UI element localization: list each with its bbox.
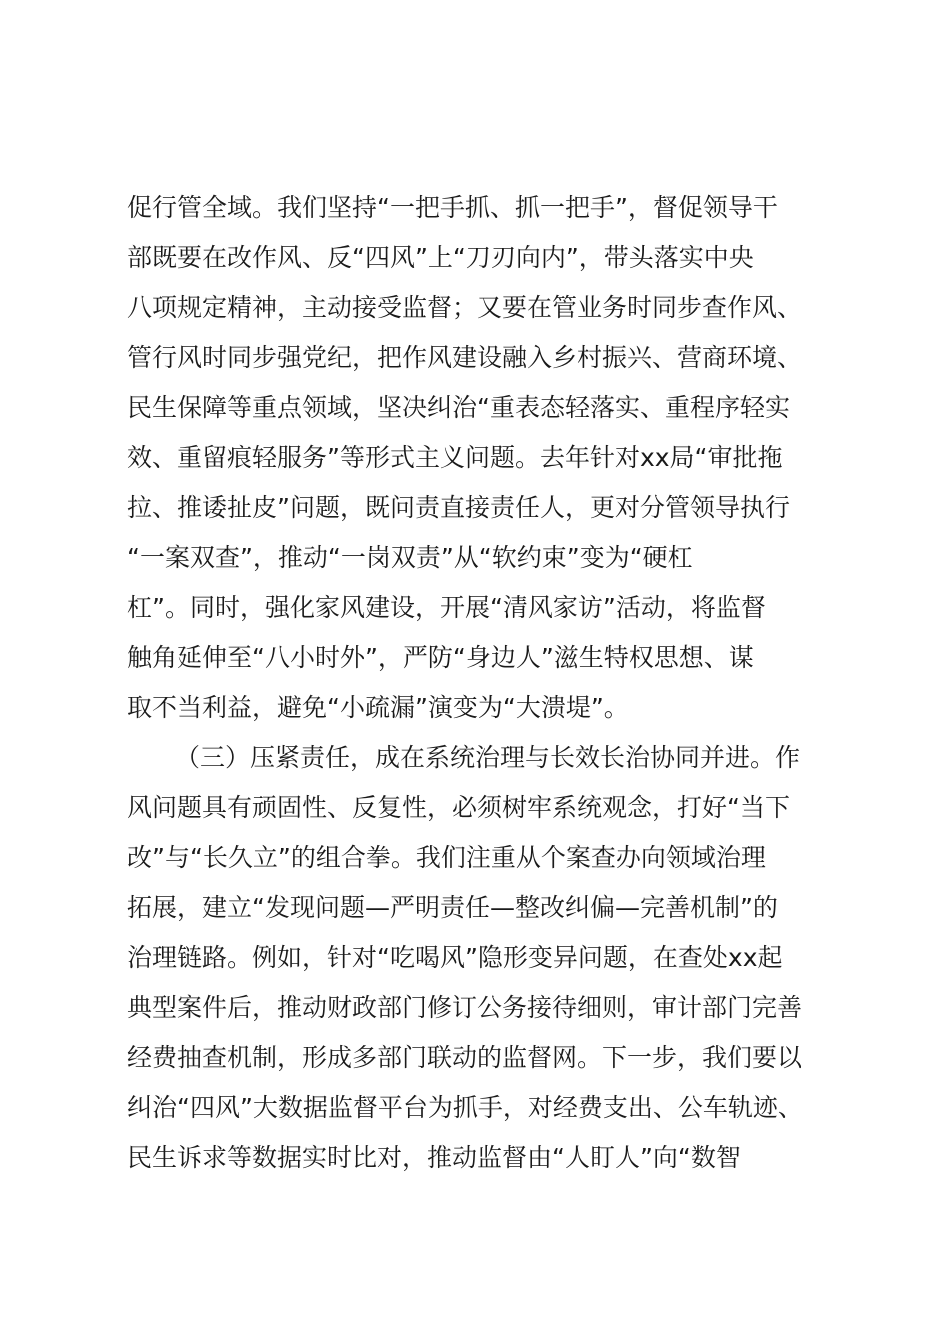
text-line: 民生保障等重点领域，坚决纠治“重表态轻落实、重程序轻实 <box>127 393 790 422</box>
text-line: 部既要在改作风、反“四风”上“刀刃向内”，带头落实中央 <box>127 243 754 272</box>
text-line: 风问题具有顽固性、反复性，必须树牢系统观念，打好“当下 <box>127 793 790 822</box>
text-line: 拉、推诿扯皮”问题，既问责直接责任人，更对分管领导执行 <box>127 493 790 522</box>
text-line: “一案双查”，推动“一岗双责”从“软约束”变为“硬杠 <box>127 543 693 572</box>
text-line: 民生诉求等数据实时比对，推动监督由“人盯人”向“数智 <box>127 1143 741 1172</box>
text-line: 管行风时同步强党纪，把作风建设融入乡村振兴、营商环境、 <box>127 343 803 372</box>
text-line: 典型案件后，推动财政部门修订公务接待细则，审计部门完善 <box>127 993 803 1022</box>
text-line: 效、重留痕轻服务”等形式主义问题。去年针对xx局“审批拖 <box>127 443 783 472</box>
text-line: 改”与“长久立”的组合拳。我们注重从个案查办向领域治理 <box>127 843 766 872</box>
text-line: 促行管全域。我们坚持“一把手抓、抓一把手”，督促领导干 <box>127 193 778 222</box>
text-line: 杠”。同时，强化家风建设，开展“清风家访”活动，将监督 <box>127 593 766 622</box>
document-body <box>127 183 835 1183</box>
text-line: 经费抽查机制，形成多部门联动的监督网。下一步，我们要以 <box>127 1043 803 1072</box>
text-line: 拓展，建立“发现问题—严明责任—整改纠偏—完善机制”的 <box>127 893 778 922</box>
text-line: 八项规定精神，主动接受监督；又要在管业务时同步查作风、 <box>127 293 803 322</box>
text-line: 取不当利益，避免“小疏漏”演变为“大溃堤”。 <box>127 693 629 722</box>
text-line: 治理链路。例如，针对“吃喝风”隐形变异问题，在查处xx起 <box>127 943 783 972</box>
section-heading-line: （三）压紧责任，成在系统治理与长效长治协同并进。作 <box>175 743 801 772</box>
text-line: 触角延伸至“八小时外”，严防“身边人”滋生特权思想、谋 <box>127 643 754 672</box>
text-line: 纠治“四风”大数据监督平台为抓手，对经费支出、公车轨迹、 <box>127 1093 803 1122</box>
